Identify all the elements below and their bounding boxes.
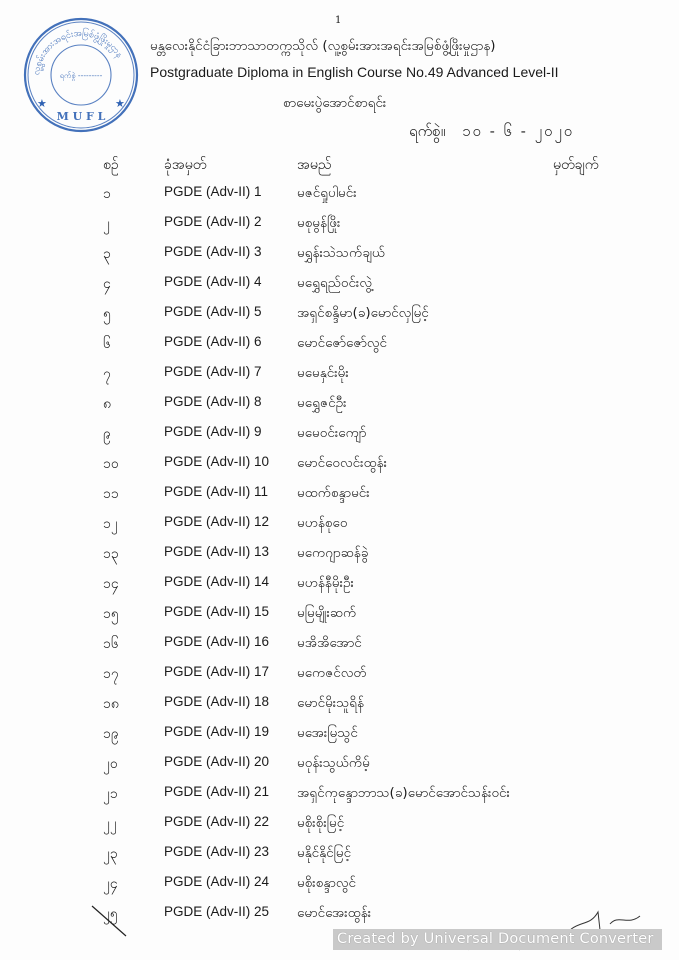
student-name: မရွှေဇင်ဦး xyxy=(297,395,347,411)
row-number: ၂၅ xyxy=(103,906,118,922)
roll-number: PGDE (Adv-II) 5 xyxy=(164,304,262,319)
column-header-remark: မှတ်ချက် xyxy=(553,157,599,173)
row-number: ၂၁ xyxy=(103,786,118,802)
student-name: မဟန်နီမိုးဦး xyxy=(297,575,354,591)
row-number: ၁၂ xyxy=(103,516,118,532)
seal-center-text: ရက်စွဲ --------- xyxy=(59,71,103,80)
table-row xyxy=(0,297,679,327)
table-row xyxy=(0,747,679,777)
table-row xyxy=(0,537,679,567)
roll-number: PGDE (Adv-II) 8 xyxy=(164,394,262,409)
row-number: ၇ xyxy=(103,366,111,382)
column-header-roll: ခုံအမှတ် xyxy=(164,156,207,172)
student-name: မရွှန်းသဲသက်ချယ် xyxy=(297,245,386,261)
table-row xyxy=(0,207,679,237)
row-number: ၂ xyxy=(103,216,110,232)
table-row xyxy=(0,867,679,897)
student-name: မစုမွန်ဖြိုး xyxy=(297,215,341,231)
student-name: မအေးမြသွင် xyxy=(297,725,358,741)
roll-number: PGDE (Adv-II) 4 xyxy=(164,274,262,289)
roll-number: PGDE (Adv-II) 24 xyxy=(164,874,270,889)
student-name: မနိုင်နိုင်မြင့် xyxy=(297,845,352,861)
row-number: ၁၁ xyxy=(103,486,119,502)
student-name: အရှင်ကုန္ဒောဘာသ(ခ)မောင်အောင်သန်းဝင်း xyxy=(297,785,510,801)
row-number: ၁၉ xyxy=(103,726,119,742)
roll-number: PGDE (Adv-II) 14 xyxy=(164,574,270,589)
student-name: မမေဝင်းကျော် xyxy=(297,425,367,441)
table-row xyxy=(0,597,679,627)
roll-number: PGDE (Adv-II) 9 xyxy=(164,424,262,439)
row-number: ၁၈ xyxy=(103,696,119,712)
roll-number: PGDE (Adv-II) 23 xyxy=(164,844,270,859)
student-name: မစိုးစန္ဒာလွင် xyxy=(297,875,356,891)
table-row xyxy=(0,387,679,417)
converter-watermark: Created by Universal Document Converter xyxy=(333,929,662,950)
row-number: ၁၃ xyxy=(103,546,119,562)
student-name: မထက်စန္ဒာမင်း xyxy=(297,485,370,501)
table-row xyxy=(0,177,679,207)
student-name: မောင်အေးထွန်း xyxy=(297,905,372,921)
roll-number: PGDE (Adv-II) 3 xyxy=(164,244,262,259)
row-number: ၂၃ xyxy=(103,846,118,862)
row-number: ၁၀ xyxy=(103,456,119,472)
row-number: ၂၄ xyxy=(103,876,118,892)
table-header xyxy=(0,149,679,177)
seal-star-left-icon: ★ xyxy=(37,97,47,110)
table-row xyxy=(0,447,679,477)
student-name: မောင်မိုးသူရိန် xyxy=(297,695,365,711)
student-name: မကေဂျာဆန်ခွဲ xyxy=(297,545,369,561)
table-row xyxy=(0,627,679,657)
student-name: မကေဇင်လတ် xyxy=(297,665,367,681)
course-title: Postgraduate Diploma in English Course No.49 Advanced Level-II xyxy=(150,64,559,80)
roll-number: PGDE (Adv-II) 6 xyxy=(164,334,262,349)
date-value: ၁၀ - ၆ - ၂၀၂၀ xyxy=(462,122,575,140)
roll-number: PGDE (Adv-II) 2 xyxy=(164,214,262,229)
table-row xyxy=(0,657,679,687)
roll-number: PGDE (Adv-II) 25 xyxy=(164,904,270,919)
row-number: ၂၂ xyxy=(103,816,117,832)
roll-number: PGDE (Adv-II) 13 xyxy=(164,544,270,559)
row-number: ၁၅ xyxy=(103,606,119,622)
row-number: ၂၀ xyxy=(103,756,118,772)
row-number: ၁ xyxy=(103,186,111,202)
seal-star-right-icon: ★ xyxy=(115,97,125,110)
university-title: မန္တလေးနိုင်ငံခြားဘာသာတက္ကသိုလ် (လူ့စွမ်းအားအရင်းအမြစ်ဖွံ့ဖြိုးမှုဌာန) xyxy=(150,38,496,54)
student-name: အရှင်စန္ဒိမာ(ခ)မောင်လှမြင့် xyxy=(297,305,429,321)
row-number: ၃ xyxy=(103,246,111,262)
table-row xyxy=(0,807,679,837)
roll-number: PGDE (Adv-II) 7 xyxy=(164,364,262,379)
table-row xyxy=(0,567,679,597)
student-name: မအိအိအောင် xyxy=(297,635,362,651)
row-number: ၁၆ xyxy=(103,636,119,652)
university-seal-icon xyxy=(22,16,140,134)
student-name: မဝုန်းသွယ်ကိမ့် xyxy=(297,755,370,771)
student-name: မောင်ဝေလင်းထွန်း xyxy=(297,455,388,471)
row-number: ၁၇ xyxy=(103,666,119,682)
table-row xyxy=(0,477,679,507)
column-header-name: အမည် xyxy=(297,157,332,173)
table-row xyxy=(0,897,679,927)
student-name: မဇင်ရှုပါမင်း xyxy=(297,185,357,201)
table-row xyxy=(0,417,679,447)
row-number: ၉ xyxy=(103,426,111,442)
roll-number: PGDE (Adv-II) 12 xyxy=(164,514,270,529)
roll-number: PGDE (Adv-II) 17 xyxy=(164,664,270,679)
row-number: ၁၄ xyxy=(103,576,119,592)
student-name: မမြမျိုးဆက် xyxy=(297,605,357,621)
table-row xyxy=(0,507,679,537)
title-block xyxy=(150,36,670,81)
row-number: ၅ xyxy=(103,306,111,322)
seal-top-text: လူ့စွမ်းအားအရင်းအမြစ်ဖွံ့ဖြိုးမှုဌာန xyxy=(31,28,125,76)
roll-number: PGDE (Adv-II) 11 xyxy=(164,484,269,499)
student-name: မစိုးစိုးမြင့် xyxy=(297,815,345,831)
student-name: မမေနှင်းမိုး xyxy=(297,365,349,381)
roll-number: PGDE (Adv-II) 18 xyxy=(164,694,270,709)
table-row xyxy=(0,267,679,297)
table-row xyxy=(0,717,679,747)
roll-number: PGDE (Adv-II) 1 xyxy=(164,184,262,199)
row-number: ၈ xyxy=(103,396,111,412)
roll-number: PGDE (Adv-II) 19 xyxy=(164,724,270,739)
student-name: မရွှေရည်ဝင်းလွဲ့ xyxy=(297,275,373,291)
column-header-no: စဉ် xyxy=(103,157,119,173)
roll-number: PGDE (Adv-II) 15 xyxy=(164,604,270,619)
student-name: မဟန်စုဝေ xyxy=(297,515,348,531)
roll-number: PGDE (Adv-II) 20 xyxy=(164,754,270,769)
table-body xyxy=(0,177,679,927)
student-name: မောင်ဇော်ဇော်လွင် xyxy=(297,335,388,351)
date-line xyxy=(409,122,574,144)
table-row xyxy=(0,777,679,807)
table-row xyxy=(0,687,679,717)
seal-bottom-text: M U F L xyxy=(56,110,106,123)
roll-number: PGDE (Adv-II) 16 xyxy=(164,634,270,649)
roll-number: PGDE (Adv-II) 22 xyxy=(164,814,270,829)
results-table xyxy=(0,149,679,927)
date-label: ရက်စွဲ။ xyxy=(409,122,446,140)
page-number: 1 xyxy=(335,15,342,26)
roll-number: PGDE (Adv-II) 10 xyxy=(164,454,270,469)
row-number: ၄ xyxy=(103,276,111,292)
roll-number: PGDE (Adv-II) 21 xyxy=(164,784,270,799)
document-subtitle: စာမေးပွဲအောင်စာရင်း xyxy=(283,95,387,111)
table-row xyxy=(0,237,679,267)
table-row xyxy=(0,357,679,387)
table-row xyxy=(0,837,679,867)
table-row xyxy=(0,327,679,357)
row-number: ၆ xyxy=(103,336,111,352)
